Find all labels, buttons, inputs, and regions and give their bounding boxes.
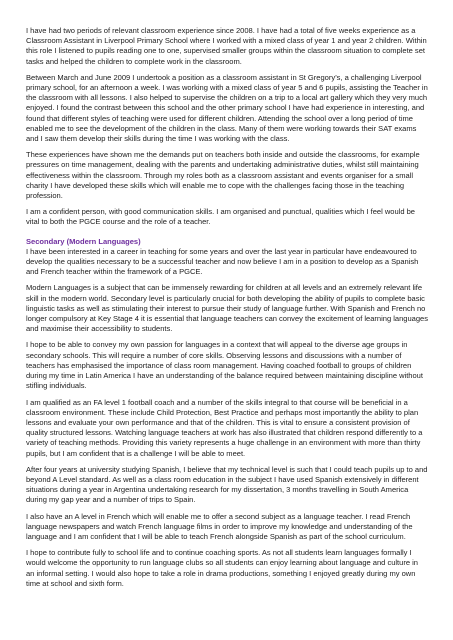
section-paragraph-passion: I hope to be able to convey my own passion for languages in a context that will appeal to the diverse age groups in secondary schools. This will require a number of core skills. Observing lessons and discussions with a number of teachers has emphasised the importance of class room management. Having coached football to groups of children during my time in Latin America I have an understanding of the balance required between maintaining discipline without stifling individuals. [26,340,423,391]
intro-paragraph-st-gregorys: Between March and June 2009 I undertook a position as a classroom assistant in St Gregory’s, a challenging Liverpool primary school, for an afternoon a week. I was working with a mixed class of year 5 and 6 pupils, assisting the Teacher in the classroom with all lessons. I also helped to supervise the children on a trip to a local art gallery which they very much enjoyed. I found the contrast between this school and the other primary school I have had experience in interesting, and found that different styles of teaching were used for different children. Attending the school over a long period of time enabled me to see the development of the children in the class. Many of them were working towards their SAT exams and I saw them develop their skills during the time I was working with the class. [26,72,428,144]
section-paragraph-interest: I have been interested in a career in teaching for some years and over the last year in particular have endeavoured to develop the qualities necessary to be a successful teacher and now believe I am in a position to develop as a Spanish and French teacher within the framework of a PGCE. [26,246,419,277]
section-paragraph-football-coach: I am qualified as an FA level 1 football coach and a number of the skills integral to that course will be beneficial in a classroom environment. These include Child Protection, Best Practice and perhaps most importantly the ability to plan lessons and evaluate your own performance and that of the children. This is vital to ensure a consistent provision of quality structured lessons. Watching language teachers at work has also illustrated that children respond differently to a variety of teaching methods. Providing this variety represents a huge challenge in an environment with more than thirty pupils, but I am confident that is a challenge I will be able to meet. [26,397,423,458]
intro-paragraph-qualities: I am a confident person, with good communication skills. I am organised and punctual, qualities which I feel would be vital to both the PGCE course and the role of a teacher. [26,207,415,227]
intro-paragraph-demands: These experiences have shown me the demands put on teachers both inside and outside the classrooms, for example pressures on time management, dealing with the parents and undertaking administrative duties, whilst still maintaining effectiveness within the classroom. Through my roles both as a classroom assistant and events organiser for a small charity I have developed these skills which will enable me to cope with the challenges facing those in the teaching profession. [26,150,420,201]
section-paragraph-school-life: I hope to contribute fully to school life and to continue coaching sports. As not all students learn languages formally I would welcome the opportunity to run language clubs so all students can enjoy learning about language and culture in an informal setting. I would also hope to take a role in drama productions, something I enjoyed greatly during my own time at school and sixth form. [26,548,418,588]
section-paragraph-modern-languages: Modern Languages is a subject that can be immensely rewarding for children at all levels and an extremely relevant life skill in the modern world. Secondary level is particularly crucial for both developing the ability of pupils to complete basic linguistic tasks as well as stimulating their interest to pursue their study of language further. With Spanish and French no longer compulsory at Key Stage 4 it is essential that language teachers can convey the excitement of learning languages and maximise their accessibility to students. [26,283,428,334]
section-paragraph-spanish: After four years at university studying Spanish, I believe that my technical level is such that I could teach pupils up to and beyond A Level standard. As well as a class room education in the subject I have used Spanish extensively in different situations during a year in Argentina undertaking research for my dissertation, 3 months travelling in South America during my gap year and a number of trips to Spain. [26,464,428,505]
section-paragraph-french: I also have an A level in French which will enable me to offer a second subject as a language teacher. I read French language newspapers and watch French language films in order to improve my knowledge and understanding of the language and I am confident that I will be able to teach French alongside Spanish as part of the school curriculum. [26,511,413,541]
section-heading-modern-languages: Secondary (Modern Languages) [26,236,141,246]
personal-statement-page [26,26,428,595]
intro-paragraph-classroom-assistant: I have had two periods of relevant classroom experience since 2008. I have had a total of five weeks experience as a Classroom Assistant in Liverpool Primary School where I worked with a mixed class of year 1 and year 2 children. Within this role I listened to pupils reading one to one, supervised smaller groups within the classroom situation to complete set tasks and helped the children to complete work in the classroom. [26,26,427,66]
